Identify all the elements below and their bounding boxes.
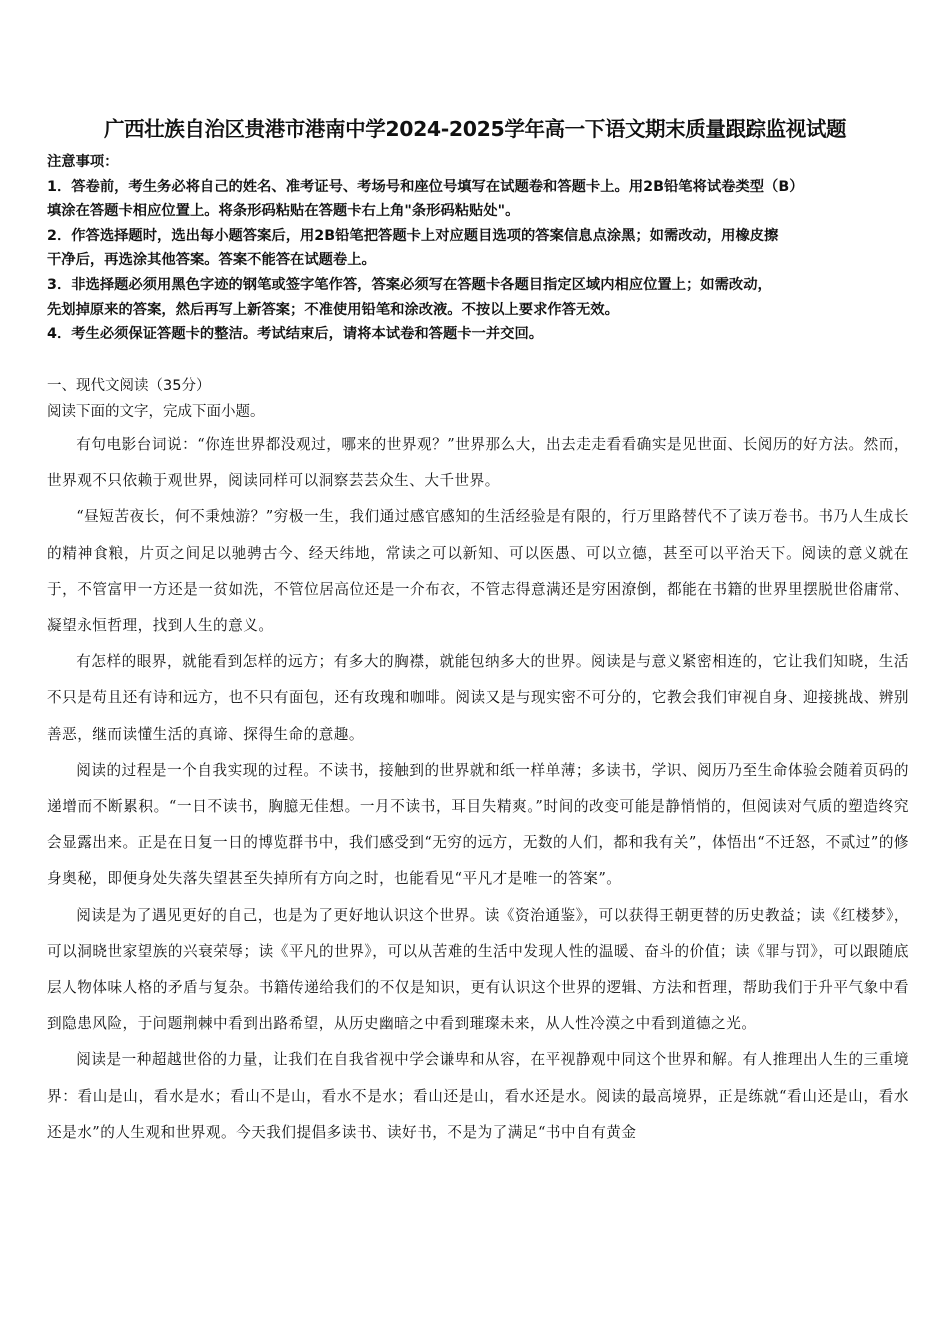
notice-line: 2．作答选择题时，选出每小题答案后，用2B铅笔把答题卡上对应题目选项的答案信息点涂黑；如需改动，用橡皮擦 [47, 227, 779, 244]
notice-line: 填涂在答题卡相应位置上。将条形码粘贴在答题卡右上角"条形码粘贴处"。 [47, 203, 520, 220]
passage-paragraph: 有怎样的眼界，就能看到怎样的远方；有多大的胸襟，就能包纳多大的世界。阅读是与意义紧密相连的，它让我们知晓，生活不只是苟且还有诗和远方，也不只有面包，还有玫瑰和咖啡。阅读又是与现实密不可分的，它教会我们审视自身、迎接挑战、辨别善恶，继而读懂生活的真谛、探得生命的意趣。 [47, 653, 909, 743]
notice-line: 干净后，再选涂其他答案。答案不能答在试题卷上。 [47, 252, 376, 269]
passage-paragraph: 有句电影台词说：“你连世界都没观过，哪来的世界观？”世界那么大，出去走走看看确实是见世面、长阅历的好方法。然而，世界观不只依赖于观世界，阅读同样可以洞察芸芸众生、大千世界。 [47, 436, 909, 490]
notice-line: 3．非选择题必须用黑色字迹的钢笔或签字笔作答，答案必须写在答题卡各题目指定区域内相应位置上；如需改动， [47, 276, 772, 293]
notice-line: 先划掉原来的答案，然后再写上新答案；不准使用铅笔和涂改液。不按以上要求作答无效。 [47, 301, 619, 318]
notice-line: 1．答卷前，考生务必将自己的姓名、准考证号、考场号和座位号填写在试题卷和答题卡上。用2B铅笔将试卷类型（B） [47, 178, 804, 195]
reading-instruction: 阅读下面的文字，完成下面小题。 [47, 404, 265, 420]
passage-paragraph: 阅读是为了遇见更好的自己，也是为了更好地认识这个世界。读《资治通鉴》，可以获得王朝更替的历史教益；读《红楼梦》，可以洞晓世家望族的兴衰荣辱；读《平凡的世界》，可以从苦难的生活中发现人性的温暖、奋斗的价值；读《罪与罚》，可以跟随底层人物体味人格的矛盾与复杂。书籍传递给我们的不仅是知识，更有认识这个世界的逻辑、方法和哲理，帮助我们于升平气象中看到隐患风险，于问题荆棘中看到出路希望，从历史幽暗之中看到璀璨未来，从人性冷漠之中看到道德之光。 [47, 906, 909, 1033]
passage-paragraph: 阅读的过程是一个自我实现的过程。不读书，接触到的世界就和纸一样单薄；多读书，学识、阅历乃至生命体验会随着页码的递增而不断累积。“一日不读书，胸臆无佳想。一月不读书，耳目失精爽。”时间的改变可能是静悄悄的，但阅读对气质的塑造终究会显露出来。正是在日复一日的博览群书中，我们感受到“无穷的远方，无数的人们，都和我有关”，体悟出“不迁怒，不贰过”的修身奥秘，即便身处失落失望甚至失掉所有方向之时，也能看见“平凡才是唯一的答案”。 [47, 761, 910, 888]
notice-line: 4．考生必须保证答题卡的整洁。考试结束后，请将本试卷和答题卡一并交回。 [47, 326, 544, 343]
section-heading: 一、现代文阅读（35分） [47, 378, 211, 394]
notice-heading: 注意事项： [47, 154, 119, 170]
reading-passage [47, 427, 909, 1151]
exam-title: 广西壮族自治区贵港市港南中学2024-2025学年高一下语文期末质量跟踪监视试题 [103, 117, 847, 141]
passage-paragraph: 阅读是一种超越世俗的力量，让我们在自我省视中学会谦卑和从容，在平视静观中同这个世界和解。有人推理出人生的三重境界：看山是山，看水是水；看山不是山，看水不是水；看山还是山，看水还是水。阅读的最高境界，正是练就“看山还是山，看水还是水”的人生观和世界观。今天我们提倡多读书、读好书，不是为了满足“书中自有黄金 [47, 1051, 909, 1141]
passage-paragraph: “昼短苦夜长，何不秉烛游？”穷极一生，我们通过感官感知的生活经验是有限的，行万里路替代不了读万卷书。书乃人生成长的精神食粮，片页之间足以驰骋古今、经天纬地，常读之可以新知、可以医愚、可以立德，甚至可以平治天下。阅读的意义就在于，不管富甲一方还是一贫如洗，不管位居高位还是一介布衣，不管志得意满还是穷困潦倒，都能在书籍的世界里摆脱世俗庸常、凝望永恒哲理，找到人生的意义。 [47, 508, 909, 635]
notice-block [47, 150, 907, 347]
